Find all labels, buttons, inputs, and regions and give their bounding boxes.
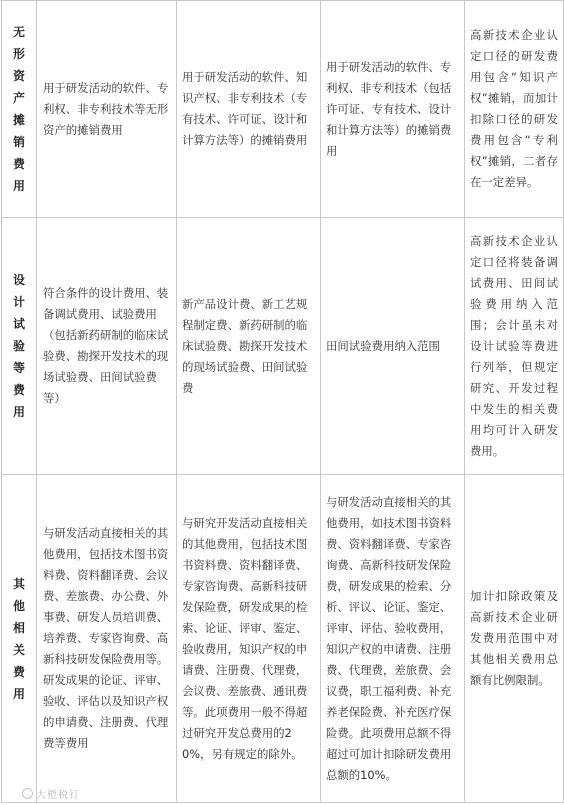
table-cell: 用于研发活动的软件、专利权、非专利技术等无形资产的摊销费用 [37,1,177,218]
table-row [2,475,564,803]
table-cell: 与研发活动直接相关的其他费用，如技术图书资料费、资料翻译费、专家咨询费、高新科技研发保险费，研发成果的检索、分析、评议、论证、鉴定、评审、评估、验收费用，知识产权的申请费、注册费、代理费，差旅费、会议费，职工福利费、补充养老保险费、补充医疗保险费。此项费用总额不得超过可加计扣除研发费用总额的10%。 [321,475,465,803]
table-cell: 新产品设计费、新工艺规程制定费、新药研制的临床试验费、勘探开发技术的现场试验费、田间试验费 [177,218,321,475]
category-label: 其他相关费用 [13,576,25,701]
watermark-text: 大橙税钉 [36,790,80,801]
table-cell: 与研究开发活动直接相关的其他费用，包括技术图书资料费、资料翻译费、专家咨询费、高新科技研发保险费，研发成果的检索、论证、评审、鉴定、验收费用，知识产权的申请费、注册费、代理费，会议费、差旅费、通讯费等。此项费用一般不得超过研究开发总费用的20%，另有规定的除外。 [177,475,321,803]
table-cell: 用于研发活动的软件、专利权、非专利技术（包括许可证、专有技术、设计和计算方法等）的摊销费用 [321,1,465,218]
table-row [2,1,564,218]
table-cell: 高新技术企业认定口径的研发费用包含“知识产权”摊销，而加计扣除口径的研发费用包含“专利权”摊销，二者存在一定差异。 [465,1,564,218]
category-cell [2,218,37,475]
watermark [22,786,80,801]
table-cell: 用于研发活动的软件、知识产权、非专利技术（专有技术、许可证、设计和计算方法等）的摊销费用 [177,1,321,218]
category-label: 设计试验等费用 [13,273,25,419]
table-cell: 田间试验费用纳入范围 [321,218,465,475]
table-row [2,218,564,475]
table-cell: 符合条件的设计费用、装备调试费用、试验费用（包括新药研制的临床试验费、勘探开发技术的现场试验费、田间试验费等） [37,218,177,475]
table-cell: 与研发活动直接相关的其他费用，包括技术图书资料费、资料翻译费、会议费、差旅费、办公费、外事费、研发人员培训费、培养费、专家咨询费、高新科技研发保险费用等。研发成果的论证、评审、验收、评估以及知识产权的申请费、注册费、代理费等费用 [37,475,177,803]
category-cell [2,475,37,803]
table-cell: 高新技术企业认定口径将装备调试费用、田间试验费用纳入范围；会计虽未对设计试验等费进行列举，但规定研究、开发过程中发生的相关费用均可计入研发费用。 [465,218,564,475]
category-cell [2,1,37,218]
category-label: 无形资产摊销费用 [13,25,25,193]
expense-comparison-table [1,0,564,803]
table-cell: 加计扣除政策及高新技术企业研发费用范围中对其他相关费用总额有比例限制。 [465,475,564,803]
watermark-logo-icon [22,788,33,799]
